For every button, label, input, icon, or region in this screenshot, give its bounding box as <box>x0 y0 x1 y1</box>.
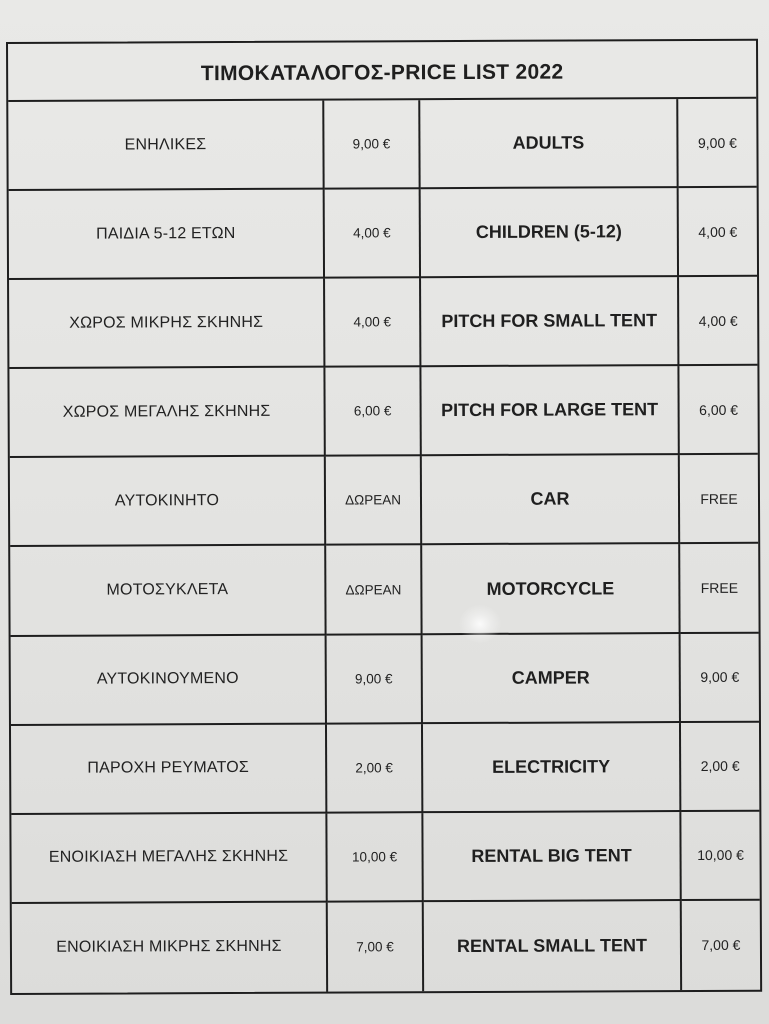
price-grid <box>8 99 760 993</box>
greek-label-cell: ΠΑΙΔΙΑ 5-12 ΕΤΩΝ <box>9 190 325 280</box>
page-title: ΤΙΜΟΚΑΤΑΛΟΓΟΣ-PRICE LIST 2022 <box>200 60 564 86</box>
greek-price-cell: ΔΩΡΕΑΝ <box>326 457 422 547</box>
english-price-cell: 4,00 € <box>679 277 757 366</box>
greek-price-cell: 10,00 € <box>327 813 423 903</box>
greek-price-cell: 7,00 € <box>328 902 424 992</box>
english-label-cell: CAR <box>422 455 680 545</box>
greek-label-cell: ΠΑΡΟΧΗ ΡΕΥΜΑΤΟΣ <box>11 724 327 814</box>
english-label-cell: PITCH FOR LARGE TENT <box>421 366 679 456</box>
english-label-cell: RENTAL BIG TENT <box>423 812 681 902</box>
greek-label-cell: ΕΝΟΙΚΙΑΣΗ ΜΕΓΑΛΗΣ ΣΚΗΝΗΣ <box>11 813 327 903</box>
english-price-cell: 2,00 € <box>681 722 759 811</box>
greek-label-cell: ΕΝΗΛΙΚΕΣ <box>8 101 324 191</box>
english-price-cell: 9,00 € <box>678 99 756 188</box>
greek-label-cell: ΑΥΤΟΚΙΝΗΤΟ <box>10 457 326 547</box>
price-list-table <box>6 39 762 995</box>
english-price-cell: 7,00 € <box>701 937 741 954</box>
english-label-cell: CAMPER <box>423 634 681 724</box>
english-price-cell: 6,00 € <box>679 366 757 455</box>
english-price-cell: FREE <box>680 455 758 544</box>
english-price-cell: 4,00 € <box>679 188 757 277</box>
greek-price-cell: 6,00 € <box>325 367 421 457</box>
greek-price-cell: 4,00 € <box>325 189 421 279</box>
greek-price-cell: 9,00 € <box>327 635 423 725</box>
greek-label-cell: ΧΩΡΟΣ ΜΙΚΡΗΣ ΣΚΗΝΗΣ <box>9 279 325 369</box>
greek-price-cell: 4,00 € <box>325 278 421 368</box>
greek-price-cell: ΔΩΡΕΑΝ <box>326 546 422 636</box>
title-row <box>8 41 756 102</box>
english-price-cell: 10,00 € <box>681 812 759 901</box>
english-price-cell: 9,00 € <box>681 633 759 722</box>
greek-label-cell: ΜΟΤΟΣΥΚΛΕΤΑ <box>10 546 326 636</box>
english-label-cell: ELECTRICITY <box>423 723 681 813</box>
greek-price-cell: 2,00 € <box>327 724 423 814</box>
greek-label-cell: ΧΩΡΟΣ ΜΕΓΑΛΗΣ ΣΚΗΝΗΣ <box>9 368 325 458</box>
english-label-cell: CHILDREN (5-12) <box>421 188 679 278</box>
english-label-cell: RENTAL SMALL TENT <box>424 901 682 991</box>
greek-price-cell: 9,00 € <box>324 100 420 190</box>
greek-label-cell: ΕΝΟΙΚΙΑΣΗ ΜΙΚΡΗΣ ΣΚΗΝΗΣ <box>12 902 328 992</box>
english-label-cell: MOTORCYCLE <box>422 545 680 635</box>
greek-label-cell: ΑΥΤΟΚΙΝΟΥΜΕΝΟ <box>11 635 327 725</box>
english-label-cell: PITCH FOR SMALL TENT <box>421 277 679 367</box>
english-price-cell: FREE <box>680 544 758 633</box>
english-label-cell: ADULTS <box>420 99 678 189</box>
